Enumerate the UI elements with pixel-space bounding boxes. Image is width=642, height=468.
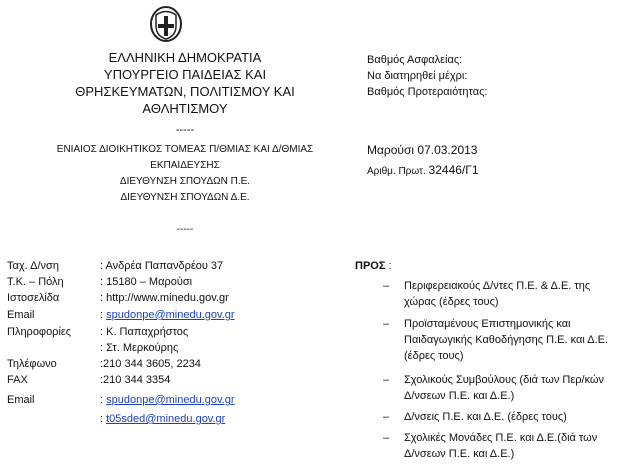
recipient-item: Σχολικές Μονάδες Π.Ε. και Δ.Ε.(διά των bbox=[404, 432, 598, 444]
contact-label: Τ.Κ. – Πόλη bbox=[7, 276, 64, 288]
retain-until-label: Να διατηρηθεί μέχρι: bbox=[367, 70, 468, 82]
contact-label: Τηλέφωνο bbox=[7, 358, 57, 370]
recipient-item: Περιφερειακούς Δ/ντες Π.Ε. & Δ.Ε. της bbox=[404, 280, 591, 292]
contact-label: Email bbox=[7, 394, 35, 406]
greek-coat-of-arms-emblem bbox=[149, 6, 183, 42]
contact-label: Email bbox=[7, 309, 35, 321]
contact-value: :210 344 3354 bbox=[100, 374, 171, 386]
header-dept-pe: ΔΙΕΥΘΥΝΣΗ ΣΠΟΥΔΩΝ Π.Ε. bbox=[119, 176, 251, 187]
header-ministry-line3: ΑΘΛΗΤΙΣΜΟΥ bbox=[142, 101, 228, 116]
header-ministry-line2: ΘΡΗΣΚΕΥΜΑΤΩΝ, ΠΟΛΙΤΙΣΜΟΥ ΚΑΙ bbox=[75, 84, 295, 99]
email-link-sded[interactable]: t05sded@minedu.gov.gr bbox=[106, 413, 226, 425]
header-country: ΕΛΛΗΝΙΚΗ ΔΗΜΟΚΡΑΤΙΑ bbox=[108, 50, 262, 65]
recipient-dash: – bbox=[383, 432, 390, 444]
email-sded-prefix: : t05sded@minedu.gov.gr bbox=[100, 413, 226, 425]
header-ministry-line1: ΥΠΟΥΡΓΕΙΟ ΠΑΙΔΕΙΑΣ ΚΑΙ bbox=[103, 67, 267, 82]
recipient-item-cont: (έδρες τους) bbox=[404, 350, 464, 362]
header-separator: ----- bbox=[175, 124, 195, 136]
document-date: Μαρούσι 07.03.2013 bbox=[367, 143, 478, 157]
contact-value: : 15180 – Μαρούσι bbox=[100, 276, 193, 288]
recipients-heading bbox=[355, 260, 392, 272]
recipient-dash: – bbox=[383, 280, 390, 292]
recipient-dash: – bbox=[383, 318, 390, 330]
recipient-item-cont: Δ/νσεων Π.Ε. και Δ.Ε.) bbox=[404, 448, 515, 460]
contact-value: : Ανδρέα Παπανδρέου 37 bbox=[100, 260, 224, 272]
header-separator-2: ----- bbox=[176, 224, 194, 235]
recipient-item-cont: Παιδαγωγικής Καθοδήγησης Π.Ε. και Δ.Ε. bbox=[404, 334, 609, 346]
security-level-label: Βαθμός Ασφαλείας: bbox=[367, 54, 463, 66]
recipient-item-cont: χώρας (έδρες τους) bbox=[404, 296, 499, 308]
recipient-item: Δ/νσεις Π.Ε. και Δ.Ε. (έδρες τους) bbox=[404, 411, 567, 423]
contact-label: Ταχ. Δ/νση bbox=[7, 260, 59, 272]
recipient-dash: – bbox=[383, 411, 390, 423]
contact-label: Πληροφορίες bbox=[7, 326, 72, 338]
contact-value: : http://www.minedu.gov.gr bbox=[100, 292, 229, 304]
recipient-item: Προϊσταμένους Επιστημονικής και bbox=[404, 318, 571, 330]
protocol-label: Αριθμ. Πρωτ. bbox=[367, 166, 426, 177]
header-dept-de: ΔΙΕΥΘΥΝΣΗ ΣΠΟΥΔΩΝ Δ.Ε. bbox=[120, 192, 250, 203]
contact-value: : Κ. Παπαχρήστος bbox=[100, 326, 189, 338]
contact-label: FAX bbox=[7, 374, 28, 386]
contact-value: :210 344 3605, 2234 bbox=[100, 358, 201, 370]
email-de-prefix: : spudonpe@minedu.gov.gr bbox=[100, 394, 235, 406]
recipients-title: ΠΡΟΣ bbox=[355, 260, 386, 272]
header-sector-line2: ΕΚΠΑΙΔΕΥΣΗΣ bbox=[150, 160, 220, 171]
contact-label: Ιστοσελίδα bbox=[7, 292, 60, 304]
recipients-colon: : bbox=[388, 260, 392, 272]
priority-level-label: Βαθμός Προτεραιότητας: bbox=[367, 86, 488, 98]
protocol-line bbox=[367, 163, 479, 177]
contact-value: : Στ. Μερκούρης bbox=[100, 342, 179, 354]
recipient-dash: – bbox=[383, 374, 390, 386]
protocol-number: 32446/Γ1 bbox=[428, 163, 479, 177]
header-sector-line1: ΕΝΙΑΙΟΣ ΔΙΟΙΚΗΤΙΚΟΣ ΤΟΜΕΑΣ Π/ΘΜΙΑΣ ΚΑΙ Δ/ΘΜΙΑΣ bbox=[56, 144, 314, 155]
recipient-item: Σχολικούς Συμβούλους (διά των Περ/κών bbox=[404, 374, 605, 386]
email-link-pe-2[interactable]: spudonpe@minedu.gov.gr bbox=[106, 394, 235, 406]
email-link-pe[interactable]: spudonpe@minedu.gov.gr bbox=[106, 309, 235, 321]
recipient-item-cont: Δ/νσεων Π.Ε. και Δ.Ε.) bbox=[404, 390, 515, 402]
email-pe-prefix: : spudonpe@minedu.gov.gr bbox=[100, 309, 235, 321]
